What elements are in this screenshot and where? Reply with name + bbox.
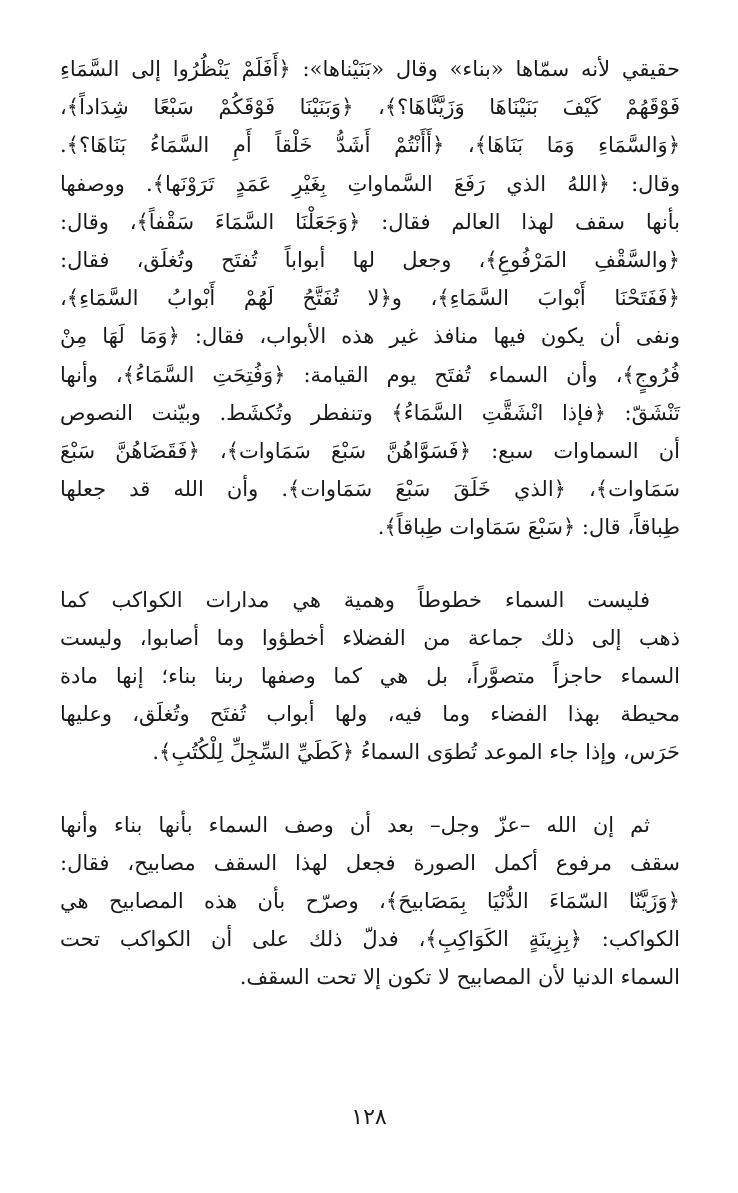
text-line: طِباقاً، قال: ﴿سَبْعَ سَمَاوات طِباقاً﴾. [377,515,680,540]
text-line: ﴿والسَّقْفِ المَرْفُوعِ﴾، وجعل لها أبواباً تُفتَح وتُغلَق، فقال: [60,248,680,273]
text-line: وقال: ﴿اللهُ الذي رَفَعَ السَّماواتِ بِغَيْرِ عَمَدٍ تَرَوْنَها﴾. ووصفها [60,171,680,196]
paragraph-2 [60,581,680,772]
text-line: فُرُوجٍ﴾، وأن السماء تُفتَح يوم القيامة: ﴿وَفُتِحَتِ السَّمَاءُ﴾، وأنها [60,362,680,387]
text-line: حقيقي لأنه سمّاها «بناء» وقال «بَنَيْناها»: ﴿أَفَلَمْ يَنْظُرُوا إلى السَّمَاءِ [60,57,680,81]
text-line: السماء حاجزاً متصوَّراً، بل هي كما وصفها ربنا بناء؛ إنها مادة [60,664,680,689]
text-line: ﴿وَزَيَّنّا السّمَاءَ الدُّنْيَا بِمَصَابيحَ﴾، وصرّح بأن هذه المصابيح هي [60,889,680,914]
text-line: فَوْقَهُمْ كَيْفَ بَنَيْنَاهَا وَزَيَّنَّاهَا؟﴾، ﴿وَبَنَيْنَا فَوْقَكُمْ سَبْعًا شِدَاداً﴾، [60,95,680,120]
text-line: ذهب إلى ذلك جماعة من الفضلاء أخطؤوا وما أصابوا، وليست [60,625,680,650]
text-line: محيطة بهذا الفضاء وما فيه، ولها أبواب تُفتَح وتُغلَق، وعليها [60,702,680,727]
paragraph-3 [60,806,680,997]
text-line: تَنْشَقّ: ﴿فإذا انْشَقَّتِ السَّمَاءُ﴾ وتنفطر وتُكشَط. وبيّنت النصوص [60,400,680,425]
text-line: فليست السماء خطوطاً وهمية هي مدارات الكواكب كما [60,587,650,612]
text-line: بأنها سقف لهذا العالم فقال: ﴿وَجَعَلْنَا السَّمَاءَ سَقْفاً﴾، وقال: [60,209,680,234]
text-line: ونفى أن يكون فيها منافذ غير هذه الأبواب، فقال: ﴿وَمَا لَهَا مِنْ [60,324,680,349]
text-line: السماء الدنيا لأن المصابيح لا تكون إلا تحت السقف. [239,965,680,990]
text-line: أن السماوات سبع: ﴿فَسَوَّاهُنَّ سَبْعَ سَمَاوات﴾، ﴿فَقَضَاهُنَّ سَبْعَ [60,439,680,464]
text-line: ثم إن الله –عزّ وجل– بعد أن وصف السماء بأنها بناء وأنها [60,812,650,837]
page-body [60,50,680,997]
text-line: ﴿وَالسَّمَاءِ وَمَا بَنَاهَا﴾، ﴿أَأَنْتُمْ أَشَدُّ خَلْقاً أَمِ السَّمَاءُ بَنَاهَا؟﴾. [60,133,680,158]
text-line: سقف مرفوع أكمل الصورة فجعل لهذا السقف مصابيح، فقال: [60,850,680,875]
page-number: ١٢٨ [351,1105,387,1130]
text-line: ﴿فَفَتَحْنَا أَبْوابَ السَّمَاءِ﴾، و﴿لا تُفَتَّحُ لَهُمْ أَبْوابُ السَّمَاءِ﴾، [60,286,680,311]
text-line: الكواكب: ﴿بِزِينَةٍ الكَوَاكِبِ﴾، فدلّ ذلك على أن الكواكب تحت [60,927,680,952]
text-line: سَمَاوات﴾، ﴿الذي خَلَقَ سَبْعَ سَمَاوات﴾. وأن الله قد جعلها [60,477,680,502]
text-line: حَرَس، وإذا جاء الموعد تُطوَى السماءُ ﴿كَطَيِّ السِّجِلِّ لِلْكُتُبِ﴾. [152,740,680,765]
paragraph-1 [60,50,680,547]
